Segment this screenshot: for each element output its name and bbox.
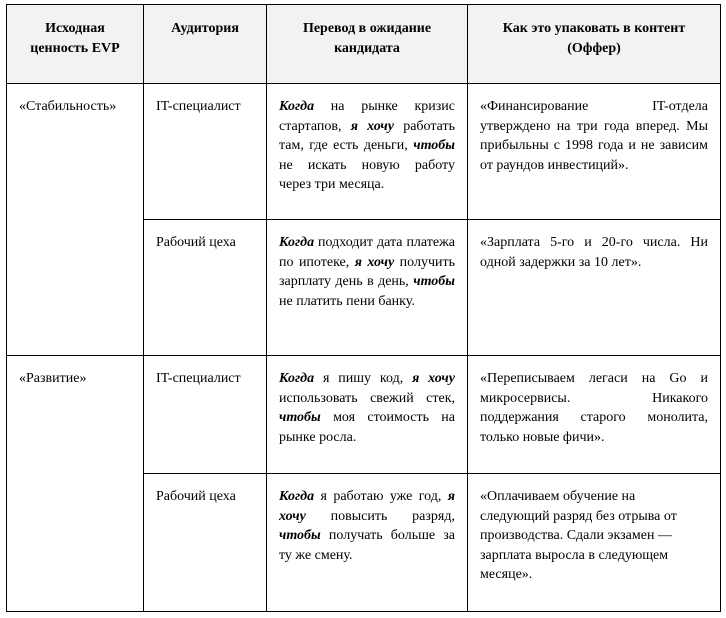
header-translation-label: Перевод в ожидание кандидата bbox=[302, 21, 432, 56]
keyword-so: чтобы bbox=[413, 138, 455, 153]
offer-text: «Финансирование IT-отдела утверждено на три года вперед. Мы прибыльны с 1998 года и не зависим от раундов инвестиций». bbox=[480, 99, 708, 173]
keyword-want: я хочу bbox=[279, 489, 455, 524]
audience-cell bbox=[144, 220, 267, 356]
header-audience-label: Аудитория bbox=[171, 21, 239, 36]
header-evp-value bbox=[7, 5, 144, 84]
offer-text: «Оплачиваем обучение на следующий разряд без отрыва от производства. Сдали экзамен — зарплата выросла в следующем месяце». bbox=[480, 489, 677, 582]
translation-fragment: работать там, где есть деньги, bbox=[279, 118, 456, 153]
translation-fragment: я пишу код, bbox=[314, 371, 413, 386]
keyword-when: Когда bbox=[279, 235, 315, 250]
offer-cell bbox=[468, 220, 721, 356]
translation-fragment: получить зарплату день в день, bbox=[279, 254, 455, 289]
table-body bbox=[7, 84, 721, 612]
evp-value-cell bbox=[7, 356, 144, 612]
translation-text bbox=[267, 474, 467, 579]
audience-text: IT-специалист bbox=[156, 371, 241, 386]
table-row bbox=[7, 84, 721, 220]
translation-fragment: получать больше за ту же смену. bbox=[279, 528, 455, 563]
keyword-want: я хочу bbox=[354, 254, 395, 270]
offer-cell bbox=[468, 84, 721, 220]
header-row bbox=[7, 5, 721, 84]
offer-text: «Зарплата 5-го и 20-го числа. Ни одной задержки за 10 лет». bbox=[480, 235, 708, 270]
audience-text: Рабочий цеха bbox=[156, 489, 236, 504]
keyword-when: Когда bbox=[279, 371, 315, 386]
offer-text: «Переписываем легаси на Go и микросервисы. Никакого поддержания старого монолита, только новые фичи». bbox=[480, 371, 708, 445]
evp-value-cell bbox=[7, 84, 144, 356]
translation-fragment: не платить пени банку. bbox=[279, 293, 415, 309]
table-row bbox=[7, 356, 721, 474]
keyword-so: чтобы bbox=[413, 274, 455, 289]
keyword-when: Когда bbox=[279, 99, 315, 114]
translation-fragment: не искать новую работу через три месяца. bbox=[279, 157, 455, 192]
translation-text bbox=[267, 220, 467, 325]
audience-cell bbox=[144, 84, 267, 220]
header-audience bbox=[144, 5, 267, 84]
translation-fragment: на рынке кризис стартапов, bbox=[279, 99, 455, 134]
translation-fragment: повысить разряд, bbox=[305, 508, 455, 524]
offer-cell bbox=[468, 474, 721, 612]
translation-fragment: моя стоимость на рынке росла. bbox=[279, 410, 455, 445]
evp-table bbox=[6, 4, 721, 612]
translation-fragment: использовать свежий стек, bbox=[279, 390, 455, 406]
header-evp-value-label: Исходная ценность EVP bbox=[30, 21, 120, 56]
audience-cell bbox=[144, 474, 267, 612]
evp-value-text: «Стабильность» bbox=[19, 99, 117, 114]
keyword-want: я хочу bbox=[350, 118, 394, 134]
translation-cell bbox=[267, 220, 468, 356]
audience-cell bbox=[144, 356, 267, 474]
keyword-want: я хочу bbox=[412, 371, 455, 386]
translation-cell bbox=[267, 356, 468, 474]
table-header bbox=[7, 5, 721, 84]
translation-text bbox=[267, 84, 467, 209]
header-packaging-label: Как это упаковать в контент (Оффер) bbox=[502, 21, 686, 56]
keyword-so: чтобы bbox=[279, 528, 321, 543]
translation-text bbox=[267, 356, 467, 461]
keyword-when: Когда bbox=[279, 489, 315, 504]
keyword-so: чтобы bbox=[279, 410, 321, 425]
translation-fragment: подходит дата платежа по ипотеке, bbox=[279, 235, 455, 270]
translation-cell bbox=[267, 84, 468, 220]
header-translation bbox=[267, 5, 468, 84]
header-packaging bbox=[468, 5, 721, 84]
audience-text: IT-специалист bbox=[156, 99, 241, 114]
evp-value-text: «Развитие» bbox=[19, 371, 87, 386]
offer-cell bbox=[468, 356, 721, 474]
audience-text: Рабочий цеха bbox=[156, 235, 236, 250]
translation-fragment: я работаю уже год, bbox=[314, 489, 448, 504]
translation-cell bbox=[267, 474, 468, 612]
